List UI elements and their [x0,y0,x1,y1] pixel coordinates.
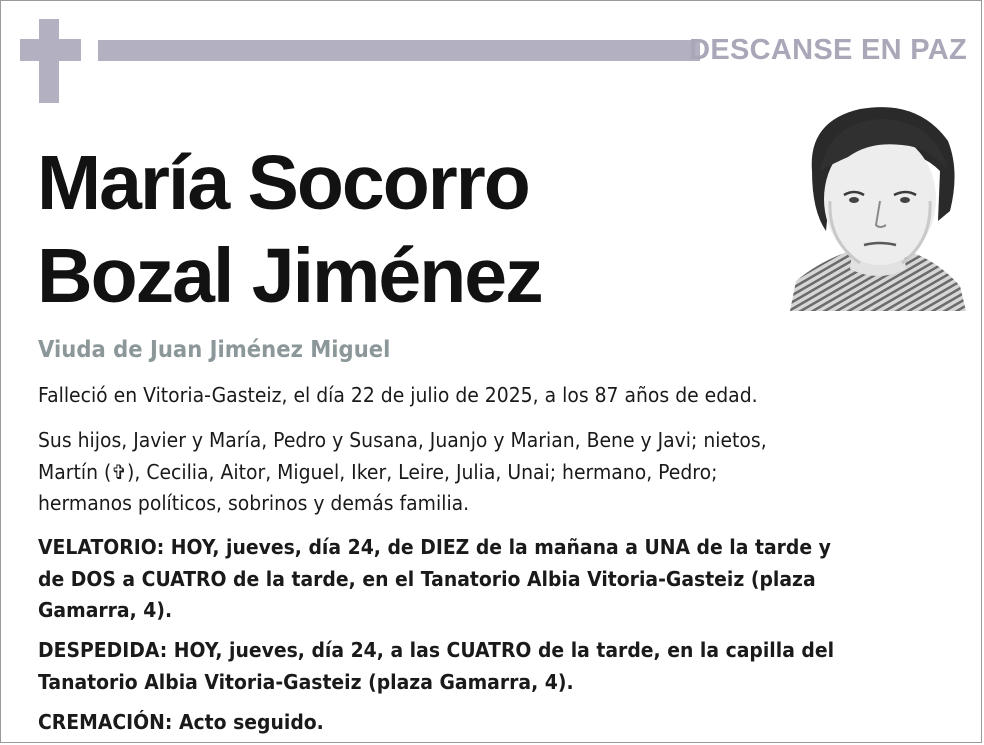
death-notice-text: Falleció en Vitoria-Gasteiz, el día 22 de julio de 2025, a los 87 años de edad. [38,383,758,407]
family-paragraph [38,425,931,520]
velatorio-line-1: VELATORIO: HOY, jueves, día 24, de DIEZ de la mañana a UNA de la tarde y [38,535,831,559]
velatorio-line-3: Gamarra, 4). [38,598,173,622]
deceased-name [37,137,542,323]
despedida-line-1: DESPEDIDA: HOY, jueves, día 24, a las CUATRO de la tarde, en la capilla del [38,638,835,662]
header-label: DESCANSE EN PAZ [689,34,967,66]
header-bar [98,40,700,61]
family-line-3: hermanos políticos, sobrinos y demás familia. [38,491,470,515]
velatorio-line-2: de DOS a CUATRO de la tarde, en el Tanatorio Albia Vitoria-Gasteiz (plaza [38,566,816,591]
widow-of-line: Viuda de Juan Jiménez Miguel [38,337,391,363]
cross-icon-arm [20,39,81,61]
family-line-2: Martín (✞), Cecilia, Aitor, Miguel, Iker, Leire, Julia, Unai; hermano, Pedro; [38,459,718,484]
cross-icon [39,19,59,103]
death-notice [38,380,931,412]
portrait-photo [790,101,966,311]
despedida-line-2: Tanatorio Albia Vitoria-Gasteiz (plaza Gamarra, 4). [38,669,574,694]
velatorio-paragraph [38,532,931,627]
name-line-1: María Socorro [37,140,529,226]
despedida-paragraph [38,635,931,698]
cremacion-paragraph [38,707,931,739]
name-line-2: Bozal Jiménez [37,233,542,319]
cremacion-line: CREMACIÓN: Acto seguido. [38,710,324,734]
family-line-1: Sus hijos, Javier y María, Pedro y Susana, Juanjo y Marian, Bene y Javi; nietos, [38,428,767,452]
